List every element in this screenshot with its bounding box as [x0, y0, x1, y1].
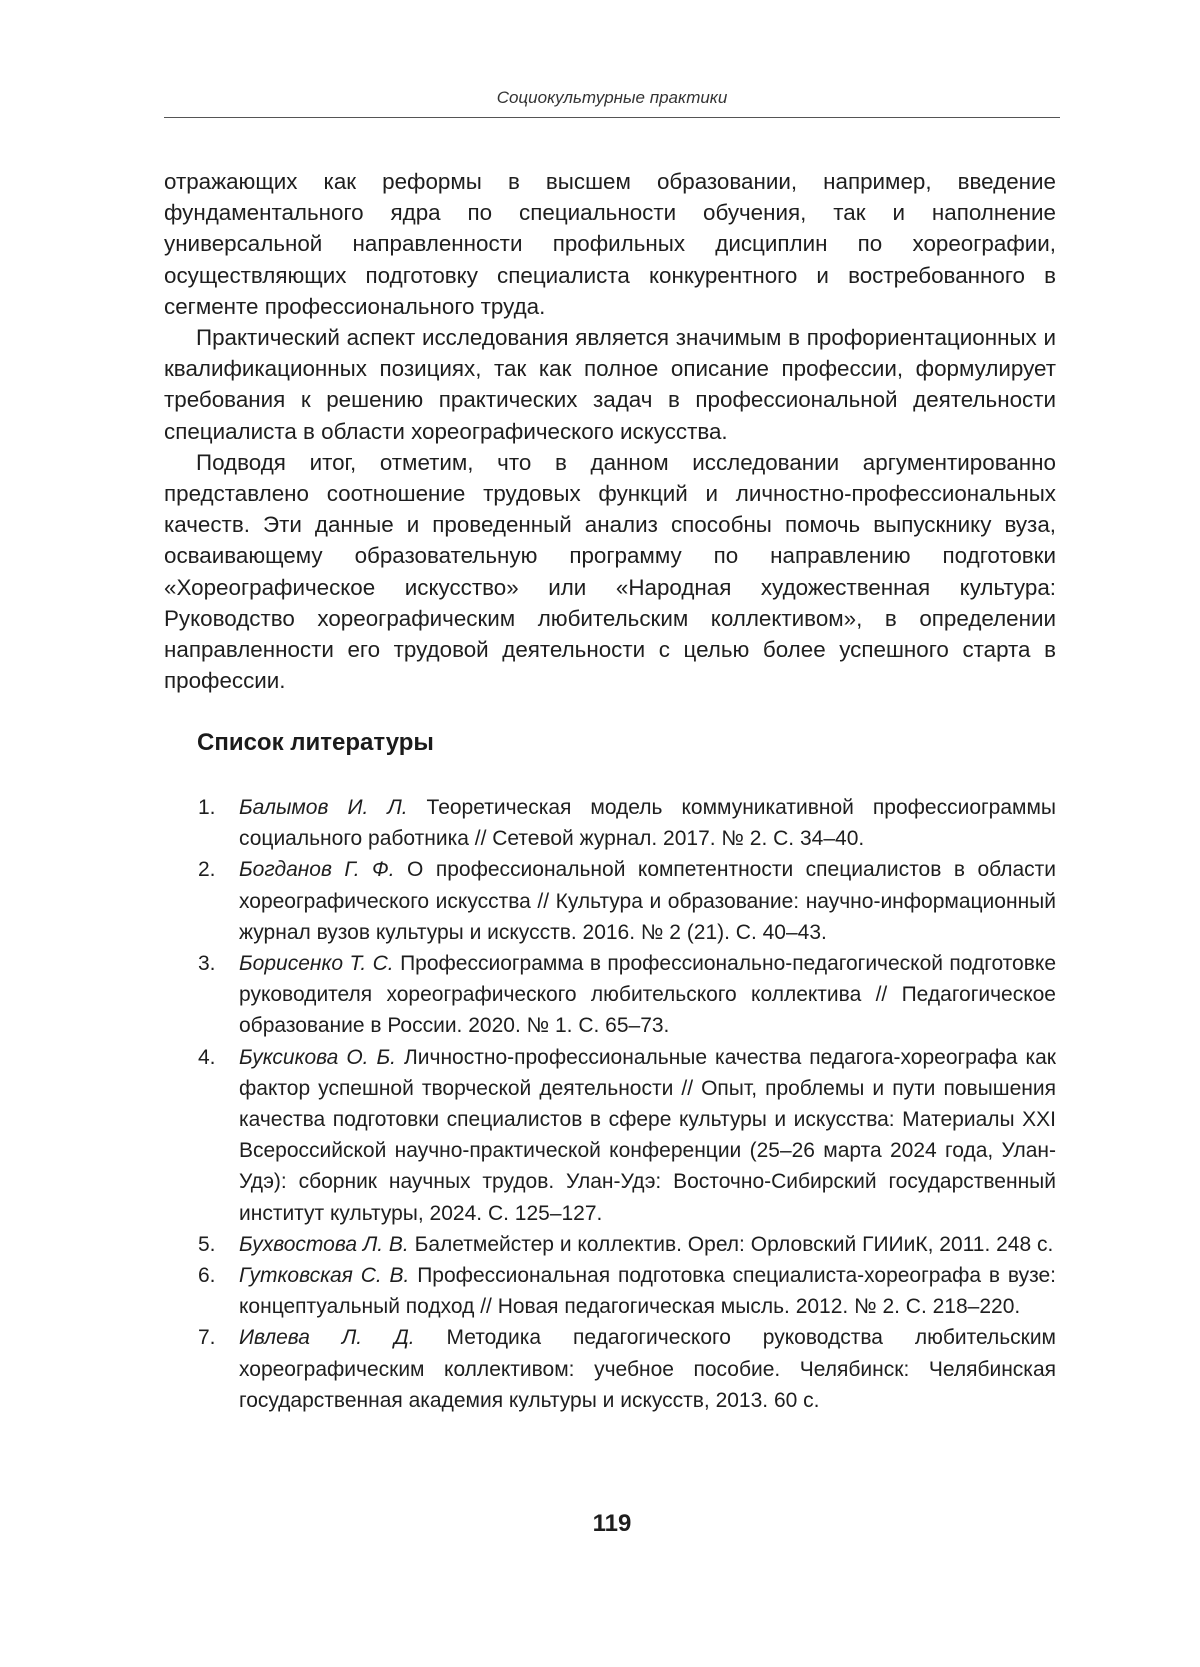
page-number: 119 — [592, 1510, 632, 1537]
body-paragraph-1: отражающих как реформы в высшем образовании, например, введение фундаментального ядра по специальности обучения, так и наполнение универсальной направленности профильных дисциплин по хореографии, осуществляющих подготовку специалиста конкурентного и востребованного в сегменте профессионального труда. — [164, 169, 1056, 319]
reference-item — [164, 854, 1056, 948]
header-rule — [164, 117, 1060, 118]
reference-number: 6. — [198, 1264, 216, 1288]
reference-text: Методика педагогического руководства любительским хореографическим коллективом: учебное пособие. Челябинск: Челябинская государственная академия культуры и искусств, 2013. 60 с. — [239, 1326, 1056, 1412]
reference-text: Профессиональная подготовка специалиста-хореографа в вузе: концептуальный подход // Новая педагогическая мысль. 2012. № 2. С. 218–220. — [239, 1264, 1056, 1319]
reference-author: Балымов И. Л. — [239, 796, 408, 819]
reference-item — [164, 792, 1056, 854]
reference-author: Борисенко Т. С. — [239, 952, 394, 976]
reference-number: 5. — [198, 1232, 216, 1256]
reference-number: 4. — [198, 1045, 216, 1069]
reference-text: Профессиограмма в профессионально-педагогической подготовке руководителя хореографического любительского коллектива // Педагогическое образование в России. 2020. № 1. С. 65–73. — [239, 952, 1056, 1038]
references-title: Список литературы — [197, 729, 434, 756]
reference-author: Богданов Г. Ф. — [239, 858, 395, 882]
body-paragraph-3: Подводя итог, отметим, что в данном исследовании аргументированно представлено соотношение трудовых функций и личностно-профессиональных качеств. Эти данные и проведенный анализ способны помочь выпускнику вуза, осваивающему образовательную программу по направлению подготовки «Хореографическое искусство» или «Народная художественная культура: Руководство хореографическим любительским коллективом», в определении направленности его трудовой деятельности с целью более успешного старта в профессии. — [164, 449, 1056, 694]
reference-author: Ивлева Л. Д. — [239, 1326, 415, 1350]
reference-item — [164, 1042, 1056, 1229]
body-paragraph-2: Практический аспект исследования является значимым в профориентационных и квалификационных позициях, так как полное описание профессии, формулирует требования к решению практических задач в профессиональной деятельности специалиста в области хореографического искусства. — [164, 325, 1056, 444]
reference-item — [164, 1322, 1056, 1416]
book-page — [164, 0, 1060, 1667]
reference-text: Теоретическая модель коммуникативной профессиограммы социального работника // Сетевой журнал. 2017. № 2. С. 34–40. — [239, 796, 1056, 851]
running-header: Социокультурные практики — [496, 88, 728, 107]
reference-item — [164, 1260, 1056, 1322]
reference-author: Гутковская С. В. — [239, 1264, 410, 1288]
reference-number: 3. — [198, 952, 216, 976]
reference-item — [164, 1229, 1056, 1260]
references-list — [164, 792, 1056, 1416]
reference-number: 2. — [198, 858, 216, 882]
body-text — [164, 166, 1056, 696]
reference-text: О профессиональной компетентности специалистов в области хореографического искусства // Культура и образование: научно-информационный журнал вузов культуры и искусств. 2016. № 2 (21). С. 40–43. — [239, 858, 1056, 944]
reference-number: 7. — [198, 1326, 216, 1350]
reference-number: 1. — [198, 796, 216, 819]
reference-author: Бухвостова Л. В. — [239, 1232, 409, 1256]
reference-author: Буксикова О. Б. — [239, 1045, 397, 1069]
reference-text: Личностно-профессиональные качества педагога-хореографа как фактор успешной творческой деятельности // Опыт, проблемы и пути повышения качества подготовки специалистов в сфере культуры и искусства: Материалы XXI Всероссийской научно-практической конференции (25–26 марта 2024 года, Улан-Удэ): сборник научных трудов. Улан-Удэ: Восточно-Сибирский государственный институт культуры, 2024. С. 125–127. — [239, 1045, 1056, 1225]
reference-item — [164, 948, 1056, 1042]
reference-text: Балетмейстер и коллектив. Орел: Орловский ГИИиК, 2011. 248 с. — [408, 1232, 1054, 1256]
